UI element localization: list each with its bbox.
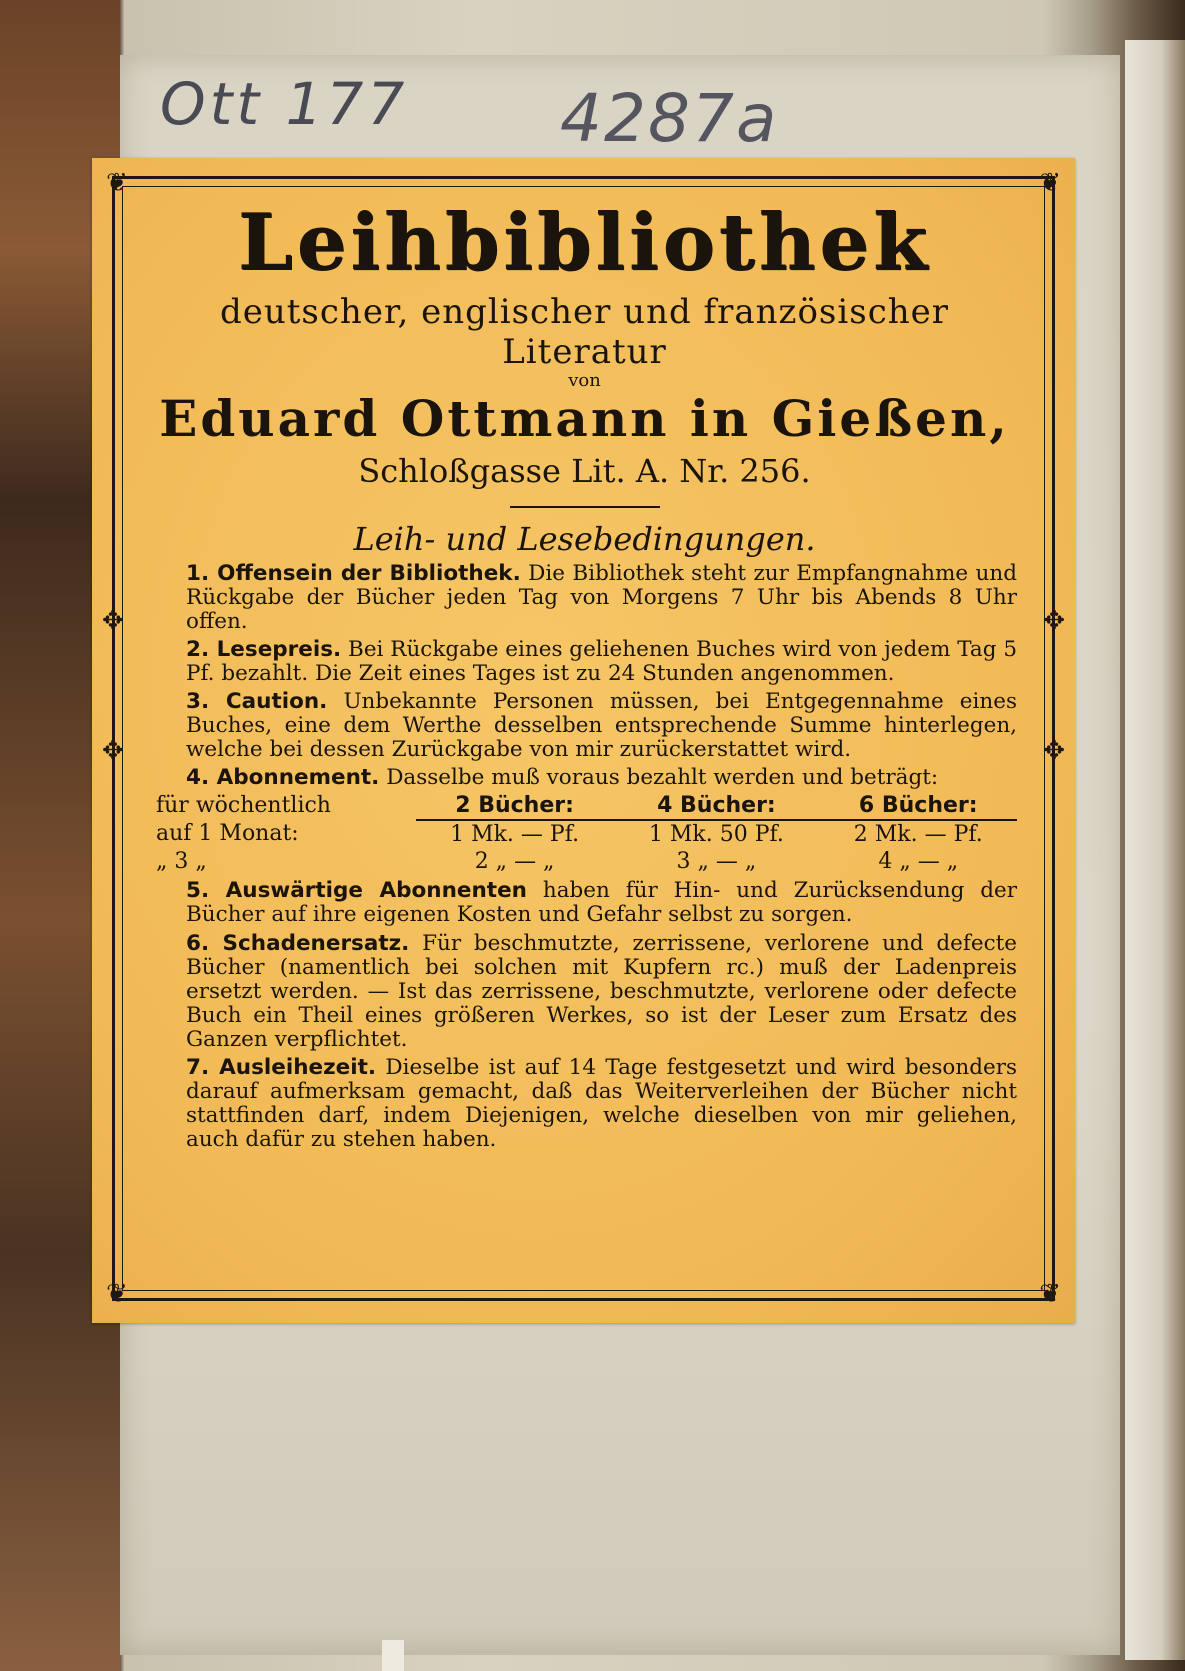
corner-ornament-icon: ❦: [106, 168, 128, 198]
condition-text: haben für Hin- und Zurücksendung der Bücher auf ihre eigenen Kosten und Gefahr selbst zu sorgen.: [186, 878, 1018, 928]
label-address: Schloßgasse Lit. A. Nr. 256.: [358, 451, 811, 490]
condition-heading: 5. Auswärtige Abonnenten: [186, 878, 527, 904]
condition-paragraph: [152, 879, 1017, 927]
label-content: [152, 198, 1017, 1152]
divider-rule: [510, 506, 660, 508]
condition-heading: 7. Ausleihezeit.: [186, 1054, 377, 1080]
condition-heading: 1. Offensein der Bibliothek.: [186, 560, 521, 586]
paper-tab: [382, 1640, 404, 1671]
table-column-header: 2 Bücher:: [416, 792, 614, 820]
table-cell: 1 Mk. — Pf.: [450, 822, 580, 848]
table-header-row: [152, 792, 1017, 820]
table-cell: 2 „ — „: [474, 849, 555, 875]
condition-heading: 6. Schadenersatz.: [186, 930, 410, 956]
condition-text: Unbekannte Personen müssen, bei Entgegennahme eines Buches, eine dem Werthe desselben entsprechende Summe hinterlegen, welche bei dessen Zurückgabe von mir zurückerstattet wird.: [186, 689, 1017, 763]
table-cell: 3 „ — „: [676, 849, 757, 875]
corner-ornament-icon: ❦: [106, 1279, 128, 1309]
side-ornament-icon: ✥: [1043, 736, 1065, 766]
handwritten-accession-number: 4287a: [560, 80, 779, 157]
table-row: [152, 848, 1017, 875]
condition-text: Bei Rückgabe eines geliehenen Buches wird von jedem Tag 5 Pf. bezahlt. Die Zeit eines Tages ist zu 24 Stunden angenommen.: [186, 636, 1018, 686]
table-row-label: „ 3 „: [156, 849, 207, 875]
condition-text: Dieselbe ist auf 14 Tage festgesetzt und wird besonders darauf aufmerksam gemacht, daß das Weiterverleihen der Bücher nicht stattfinden darf, indem Diejenigen, welche dieselben von mir geliehen, auch dafür zu stehen haben.: [186, 1054, 1017, 1153]
label-title: Leihbibliothek: [237, 197, 932, 288]
condition-text: Die Bibliothek steht zur Empfangnahme und Rückgabe der Bücher jeden Tag von Morgens 7 Uhr bis Abends 8 Uhr offen.: [186, 560, 1017, 634]
library-label: [92, 158, 1075, 1323]
table-cell: 1 Mk. 50 Pf.: [648, 822, 784, 848]
side-ornament-icon: ✥: [102, 736, 124, 766]
table-row-label: auf 1 Monat:: [156, 821, 299, 847]
condition-text: Dasselbe muß voraus bezahlt werden und beträgt:: [386, 765, 939, 791]
table-cell: 4 „ — „: [878, 849, 959, 875]
subscription-price-table: [152, 792, 1017, 875]
condition-paragraph: [152, 766, 1017, 790]
table-column-header: 6 Bücher:: [819, 792, 1017, 820]
table-row-label-header: für wöchentlich: [156, 793, 331, 819]
label-subtitle: deutscher, englischer und französischer Literatur: [219, 291, 950, 372]
condition-heading: 2. Lesepreis.: [186, 636, 342, 662]
condition-paragraph: [152, 1056, 1017, 1152]
condition-paragraph: [152, 638, 1017, 686]
right-page-edge: [1125, 40, 1185, 1660]
corner-ornament-icon: ❦: [1039, 1279, 1061, 1309]
condition-text: Für beschmutzte, zerrissene, verlorene und defecte Bücher (namentlich bei solchen mit Kupfern rc.) muß der Ladenpreis ersetzt werden. — Ist das zerrissene, beschmutzte, verlorene oder defecte Buch ein Theil eines größeren Werkes, so ist der Leser zum Ersatz des Ganzen verpflichtet.: [186, 930, 1017, 1052]
label-von: von: [568, 369, 601, 391]
table-column-header: 4 Bücher:: [613, 792, 819, 820]
handwritten-shelfmark: Ott 177: [160, 70, 409, 138]
condition-paragraph: [152, 690, 1017, 762]
condition-heading: 3. Caution.: [186, 689, 328, 715]
conditions-heading: Leih- und Lesebedingungen.: [353, 519, 816, 558]
label-owner: Eduard Ottmann in Gießen,: [159, 388, 1010, 448]
table-row: [152, 820, 1017, 848]
condition-heading: 4. Abonnement.: [186, 765, 380, 791]
side-ornament-icon: ✥: [102, 606, 124, 636]
table-cell: 2 Mk. — Pf.: [853, 822, 983, 848]
side-ornament-icon: ✥: [1043, 606, 1065, 636]
condition-paragraph: [152, 562, 1017, 634]
condition-paragraph: [152, 932, 1017, 1052]
corner-ornament-icon: ❦: [1039, 168, 1061, 198]
